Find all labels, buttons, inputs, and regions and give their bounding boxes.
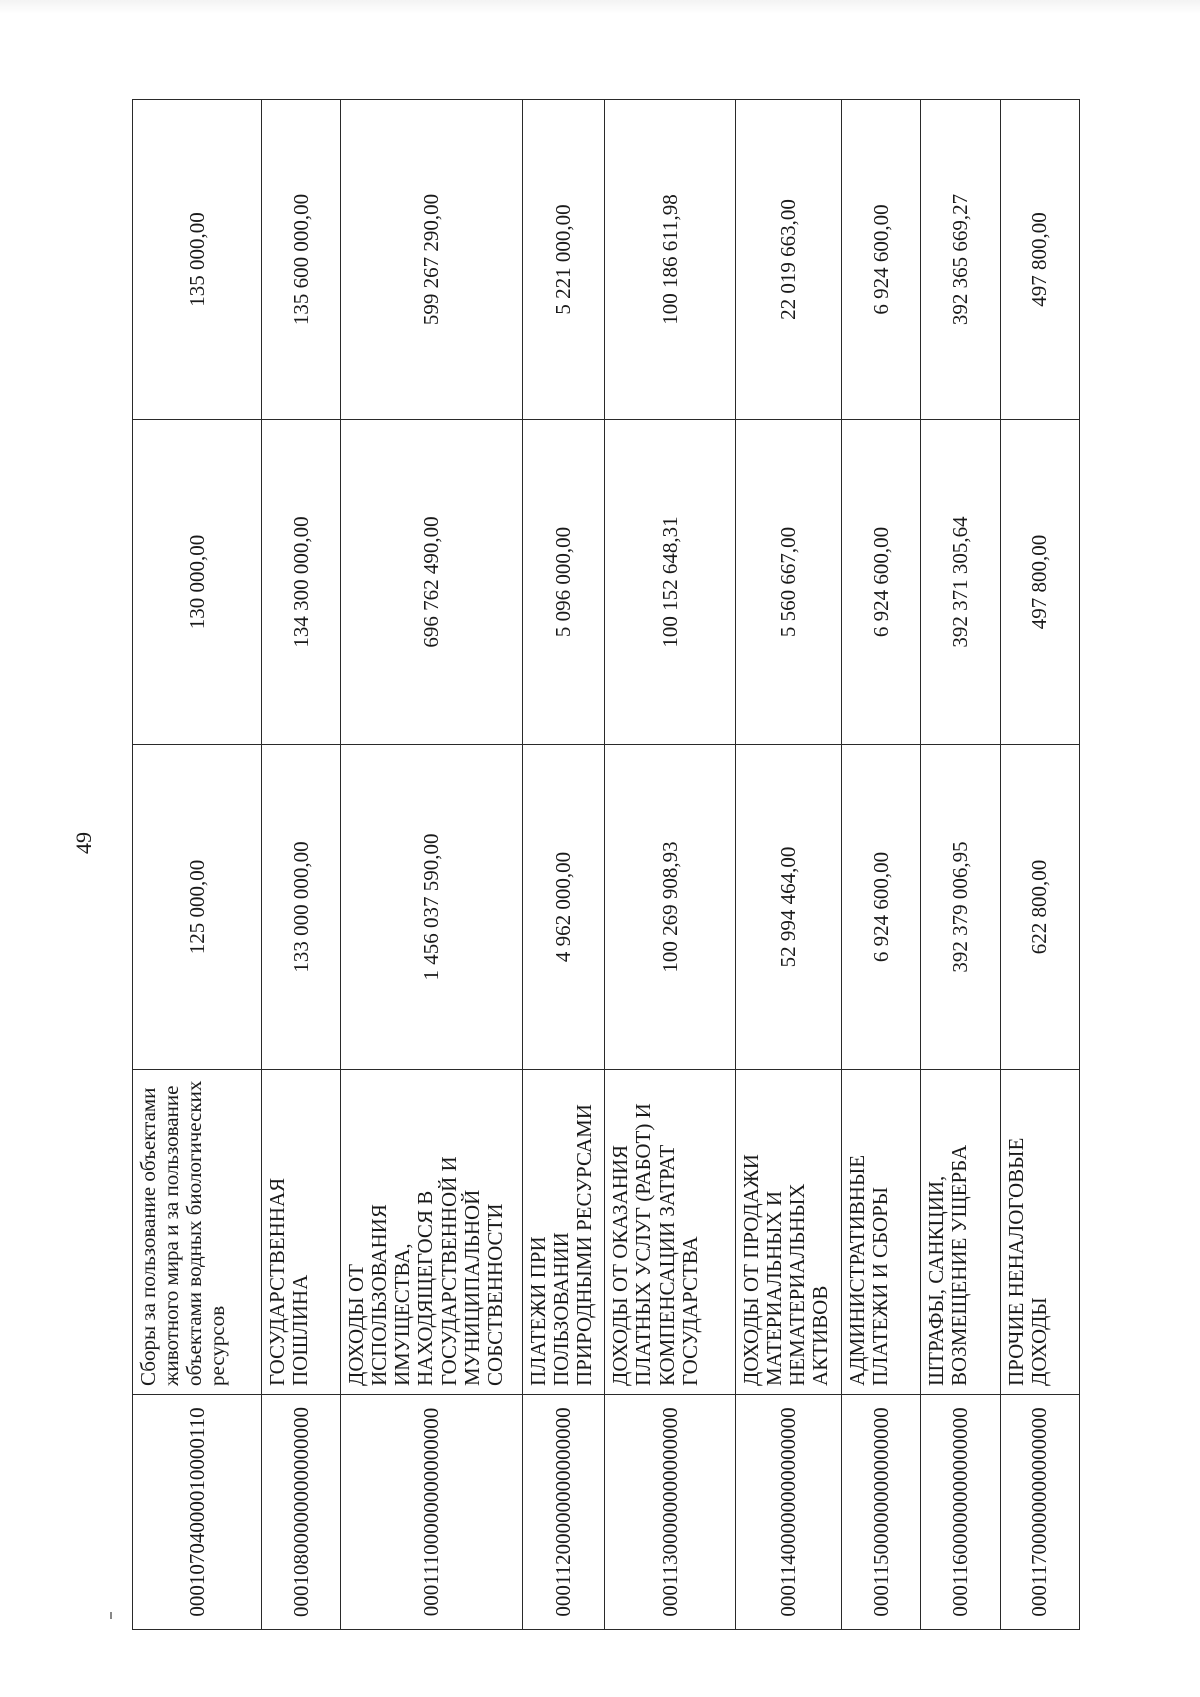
row-value-3: 22 019 663,00 [735, 100, 842, 420]
table-row [133, 100, 262, 1630]
table-row [735, 100, 842, 1630]
row-value-3: 497 800,00 [1001, 100, 1080, 420]
row-value-1: 622 800,00 [1001, 745, 1080, 1070]
row-value-1: 52 994 464,00 [735, 745, 842, 1070]
row-value-3: 392 365 669,27 [921, 100, 1001, 420]
row-value-1: 6 924 600,00 [842, 745, 921, 1070]
row-name: АДМИНИСТРАТИВНЫЕ ПЛАТЕЖИ И СБОРЫ [842, 1070, 921, 1395]
row-value-2: 5 560 667,00 [735, 420, 842, 745]
row-value-2: 5 096 000,00 [523, 420, 605, 745]
budget-table [132, 99, 1080, 1630]
row-code: 00011600000000000000 [921, 1395, 1001, 1630]
row-name: ПРОЧИЕ НЕНАЛОГОВЫЕ ДОХОДЫ [1001, 1070, 1080, 1395]
table-row [523, 100, 605, 1630]
row-name: ДОХОДЫ ОТ ПРОДАЖИ МАТЕРИАЛЬНЫХ И НЕМАТЕРИАЛЬНЫХ АКТИВОВ [735, 1070, 842, 1395]
row-value-3: 135 000,00 [133, 100, 262, 420]
row-value-1: 125 000,00 [133, 745, 262, 1070]
row-value-3: 135 600 000,00 [262, 100, 341, 420]
row-code: 00011100000000000000 [341, 1395, 523, 1630]
row-value-1: 392 379 006,95 [921, 745, 1001, 1070]
row-code: 00011500000000000000 [842, 1395, 921, 1630]
row-value-3: 100 186 611,98 [605, 100, 735, 420]
row-name: ПЛАТЕЖИ ПРИ ПОЛЬЗОВАНИИ ПРИРОДНЫМИ РЕСУРСАМИ [523, 1070, 605, 1395]
row-value-1: 133 000 000,00 [262, 745, 341, 1070]
row-name: ДОХОДЫ ОТ ИСПОЛЬЗОВАНИЯ ИМУЩЕСТВА, НАХОДЯЩЕГОСЯ В ГОСУДАРСТВЕННОЙ И МУНИЦИПАЛЬНОЙ СОБСТВЕННОСТИ [341, 1070, 523, 1395]
row-value-3: 5 221 000,00 [523, 100, 605, 420]
table-row [341, 100, 523, 1630]
rotated-table-container [132, 100, 1080, 1630]
table-row [262, 100, 341, 1630]
row-code: 00011200000000000000 [523, 1395, 605, 1630]
row-code: 00010800000000000000 [262, 1395, 341, 1630]
row-value-2: 134 300 000,00 [262, 420, 341, 745]
scan-edge [0, 0, 1200, 14]
table-row [842, 100, 921, 1630]
row-value-2: 6 924 600,00 [842, 420, 921, 745]
scan-mark [110, 1612, 112, 1619]
row-value-1: 4 962 000,00 [523, 745, 605, 1070]
row-name: ДОХОДЫ ОТ ОКАЗАНИЯ ПЛАТНЫХ УСЛУГ (РАБОТ) И КОМПЕНСАЦИИ ЗАТРАТ ГОСУДАРСТВА [605, 1070, 735, 1395]
row-value-2: 130 000,00 [133, 420, 262, 745]
row-value-2: 696 762 490,00 [341, 420, 523, 745]
table-row [605, 100, 735, 1630]
row-name: Сборы за пользование объектами животного мира и за пользование объектами водных биологических ресурсов [133, 1070, 262, 1395]
row-value-3: 6 924 600,00 [842, 100, 921, 420]
row-code: 00010704000010000110 [133, 1395, 262, 1630]
row-value-1: 1 456 037 590,00 [341, 745, 523, 1070]
table-row [1001, 100, 1080, 1630]
row-code: 00011300000000000000 [605, 1395, 735, 1630]
row-value-1: 100 269 908,93 [605, 745, 735, 1070]
row-name: ГОСУДАРСТВЕННАЯ ПОШЛИНА [262, 1070, 341, 1395]
row-value-2: 392 371 305,64 [921, 420, 1001, 745]
row-value-3: 599 267 290,00 [341, 100, 523, 420]
row-code: 00011700000000000000 [1001, 1395, 1080, 1630]
row-code: 00011400000000000000 [735, 1395, 842, 1630]
row-value-2: 100 152 648,31 [605, 420, 735, 745]
page-number: 49 [71, 832, 96, 854]
table-row [921, 100, 1001, 1630]
row-value-2: 497 800,00 [1001, 420, 1080, 745]
row-name: ШТРАФЫ, САНКЦИИ, ВОЗМЕЩЕНИЕ УЩЕРБА [921, 1070, 1001, 1395]
